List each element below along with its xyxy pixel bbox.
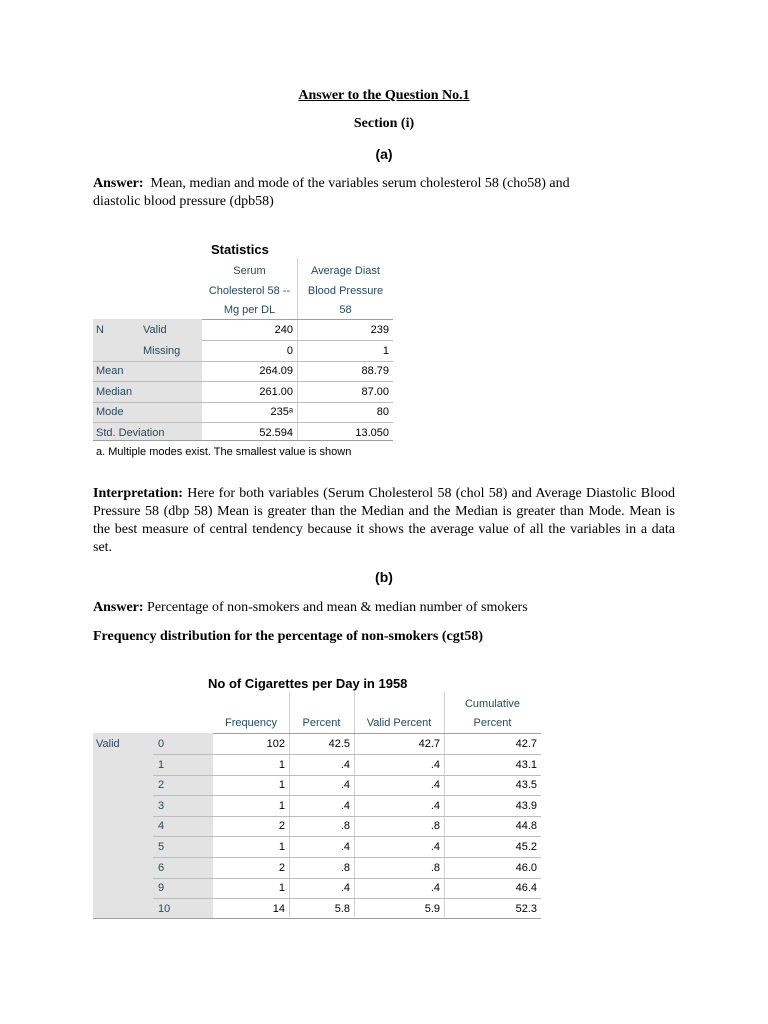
header-frequency: Frequency <box>225 717 277 729</box>
cig-cell-valid-percent: 42.7 <box>418 738 440 750</box>
answer-b-paragraph <box>93 599 675 617</box>
cig-cell-cumulative: 45.2 <box>515 841 537 853</box>
part-b-heading: (b) <box>375 569 393 585</box>
cig-cell-valid-percent: .4 <box>430 758 440 771</box>
cigarettes-title: No of Cigarettes per Day in 1958 <box>208 676 408 691</box>
statistics-footnote: a. Multiple modes exist. The smallest value is shown <box>96 446 352 458</box>
page-title: Answer to the Question No.1 <box>298 88 470 103</box>
stat-row-sublabel: Valid <box>143 324 167 336</box>
cig-cell-cumulative: 46.0 <box>515 861 537 874</box>
cig-cell-frequency: 2 <box>278 820 285 833</box>
cig-cell-frequency: 1 <box>278 758 285 771</box>
stat-cell-cholesterol: 235ᵃ <box>270 406 293 418</box>
answer-b-text: Percentage of non-smokers and mean & median number of smokers <box>147 600 528 615</box>
stat-row-label: Mode <box>96 406 124 418</box>
stat-cell-blood-pressure: 88.79 <box>361 365 389 377</box>
cig-cell-frequency: 14 <box>272 902 285 915</box>
cig-cell-cumulative: 43.5 <box>515 779 537 792</box>
statistics-table <box>93 240 393 465</box>
cig-cell-percent: .8 <box>340 861 350 874</box>
answer-a-text: Mean, median and mode of the variables serum cholesterol 58 (cho58) and <box>150 176 570 191</box>
cig-cell-percent: .4 <box>340 882 350 895</box>
cig-cell-frequency: 1 <box>278 799 285 812</box>
cig-cell-cumulative: 43.1 <box>515 758 537 771</box>
cig-cell-cumulative: 52.3 <box>515 902 537 915</box>
cig-row-label: 4 <box>158 820 165 833</box>
cig-cell-valid-percent: .8 <box>430 820 440 833</box>
cig-cell-cumulative: 43.9 <box>515 799 537 812</box>
answer-b-label: Answer: <box>93 600 144 615</box>
stat-cell-cholesterol: 0 <box>286 344 293 357</box>
stat-row-label: Std. Deviation <box>96 426 165 439</box>
cig-cell-percent: 5.8 <box>334 902 350 915</box>
stat-cell-blood-pressure: 87.00 <box>361 385 389 398</box>
cig-cell-cumulative: 42.7 <box>515 738 537 750</box>
header-percent: Percent <box>302 717 341 729</box>
cig-cell-frequency: 1 <box>278 882 285 895</box>
cig-cell-frequency: 1 <box>278 779 285 792</box>
stat-row-label: N <box>96 324 104 336</box>
cig-cell-percent: .4 <box>340 799 350 812</box>
cig-cell-valid-percent: .4 <box>430 882 440 895</box>
cig-cell-percent: .4 <box>340 841 350 853</box>
statistics-col1-header: Serum Cholesterol 58 -- Mg per DL <box>208 265 291 316</box>
section-heading: Section (i) <box>353 116 415 131</box>
frequency-heading: Frequency distribution for the percentage of non-smokers (cgt58) <box>93 629 484 644</box>
cig-cell-valid-percent: .4 <box>430 841 440 853</box>
interpretation-paragraph <box>93 485 675 557</box>
stat-cell-cholesterol: 261.00 <box>259 385 293 398</box>
stat-row-label: Mean <box>96 365 124 377</box>
header-valid-percent: Valid Percent <box>366 717 432 729</box>
interpretation-text: Here for both variables (Serum Cholesterol 58 (chol 58) and Average Diastolic Blood Pressure 58 (dbp 58) Mean is greater than the Median and the Median is greater than Mode. Mean is the best measure of central tendency because it shows the average value of all the variables in a data set. <box>93 486 675 555</box>
cig-cell-percent: 42.5 <box>328 738 350 750</box>
answer-a-text-2: diastolic blood pressure (dpb58) <box>93 194 274 209</box>
stat-cell-blood-pressure: 1 <box>382 344 389 357</box>
cig-cell-valid-percent: .8 <box>430 861 440 874</box>
answer-a-paragraph <box>93 175 675 211</box>
valid-group-label: Valid <box>96 738 120 750</box>
cig-cell-valid-percent: 5.9 <box>424 902 440 915</box>
cig-cell-frequency: 1 <box>278 841 285 853</box>
header-cumulative-percent: Cumulative Percent <box>464 698 521 729</box>
cig-cell-frequency: 102 <box>266 738 285 750</box>
cig-row-label: 6 <box>158 861 165 874</box>
cig-cell-percent: .4 <box>340 779 350 792</box>
cig-row-label: 10 <box>158 902 171 915</box>
statistics-title: Statistics <box>211 242 269 257</box>
stat-row-label: Median <box>96 385 133 398</box>
cig-row-label: 2 <box>158 779 165 792</box>
cig-cell-percent: .8 <box>340 820 350 833</box>
stat-cell-cholesterol: 240 <box>274 324 293 336</box>
cigarettes-table <box>93 672 541 922</box>
cig-cell-valid-percent: .4 <box>430 779 440 792</box>
interpretation-label: Interpretation: <box>93 486 183 501</box>
cig-row-label: 1 <box>158 758 165 771</box>
cig-row-label: 5 <box>158 841 165 853</box>
answer-a-label: Answer: <box>93 176 144 191</box>
cig-row-label: 9 <box>158 882 165 895</box>
stat-cell-blood-pressure: 239 <box>370 324 389 336</box>
cig-cell-frequency: 2 <box>278 861 285 874</box>
stat-cell-cholesterol: 264.09 <box>259 365 293 377</box>
cig-row-label: 0 <box>158 738 165 750</box>
stat-cell-cholesterol: 52.594 <box>259 426 293 439</box>
cig-cell-valid-percent: .4 <box>430 799 440 812</box>
statistics-col2-header: Average Diast Blood Pressure 58 <box>307 265 384 316</box>
cig-cell-percent: .4 <box>340 758 350 771</box>
cig-cell-cumulative: 44.8 <box>515 820 537 833</box>
cig-row-label: 3 <box>158 799 165 812</box>
part-a-heading: (a) <box>375 146 393 162</box>
stat-row-sublabel: Missing <box>143 344 181 357</box>
stat-cell-blood-pressure: 13.050 <box>355 426 389 439</box>
cig-cell-cumulative: 46.4 <box>515 882 537 895</box>
stat-cell-blood-pressure: 80 <box>376 406 389 418</box>
